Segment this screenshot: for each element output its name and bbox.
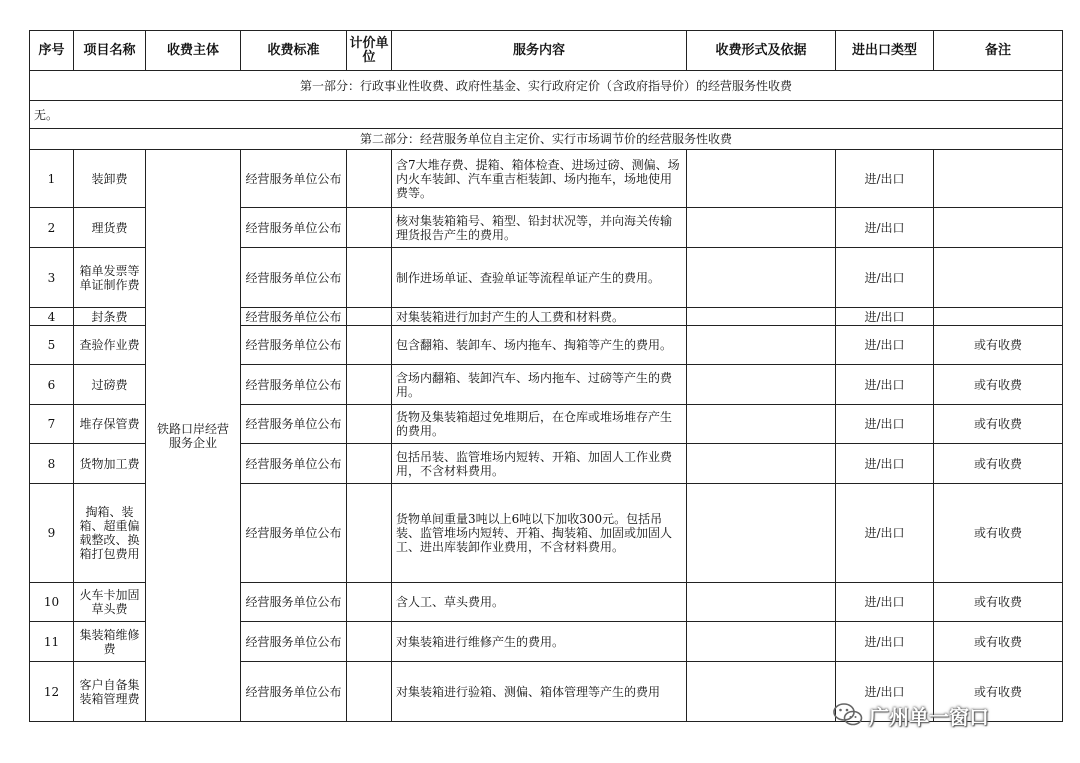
- header-standard: 收费标准: [241, 31, 347, 71]
- section1-note: 无。: [30, 101, 1063, 129]
- row-content: 货物单间重量3吨以上6吨以下加收300元。包括吊装、监管堆场内短转、开箱、掏装箱、加固或加固人工、进出库装卸作业费用，不含材料费用。: [392, 484, 687, 583]
- row-type: 进/出口: [836, 622, 934, 662]
- row-no: 4: [30, 308, 74, 326]
- row-content: 含7大堆存费、提箱、箱体检查、进场过磅、测偏、场内火车装卸、汽车重吉柜装卸、场内拖车，场地使用费等。: [392, 150, 687, 208]
- row-type: 进/出口: [836, 405, 934, 444]
- row-standard: 经营服务单位公布: [241, 208, 347, 248]
- row-name: 装卸费: [74, 150, 146, 208]
- row-name: 过磅费: [74, 365, 146, 405]
- row-unit: [347, 308, 392, 326]
- row-no: 7: [30, 405, 74, 444]
- watermark-text: 广州单一窗口: [869, 704, 989, 729]
- row-unit: [347, 405, 392, 444]
- row-basis: [687, 622, 836, 662]
- row-unit: [347, 208, 392, 248]
- row-remark: 或有收费: [934, 326, 1063, 365]
- row-content: 含场内翻箱、装卸汽车、场内拖车、过磅等产生的费用。: [392, 365, 687, 405]
- row-remark: [934, 308, 1063, 326]
- row-basis: [687, 150, 836, 208]
- row-no: 8: [30, 444, 74, 484]
- header-unit: 计价单位: [347, 31, 392, 71]
- row-unit: [347, 248, 392, 308]
- row-basis: [687, 308, 836, 326]
- row-content: 包含翻箱、装卸车、场内拖车、掏箱等产生的费用。: [392, 326, 687, 365]
- row-remark: 或有收费: [934, 405, 1063, 444]
- row-unit: [347, 662, 392, 722]
- row-remark: [934, 208, 1063, 248]
- row-basis: [687, 365, 836, 405]
- row-standard: 经营服务单位公布: [241, 583, 347, 622]
- row-type: 进/出口: [836, 662, 934, 722]
- row-content: 制作进场单证、查验单证等流程单证产生的费用。: [392, 248, 687, 308]
- row-no: 11: [30, 622, 74, 662]
- header-collector: 收费主体: [146, 31, 241, 71]
- row-name: 堆存保管费: [74, 405, 146, 444]
- row-type: 进/出口: [836, 444, 934, 484]
- row-standard: 经营服务单位公布: [241, 662, 347, 722]
- row-standard: 经营服务单位公布: [241, 248, 347, 308]
- row-remark: [934, 248, 1063, 308]
- row-standard: 经营服务单位公布: [241, 444, 347, 484]
- row-no: 12: [30, 662, 74, 722]
- row-content: 对集装箱进行验箱、测偏、箱体管理等产生的费用: [392, 662, 687, 722]
- row-remark: 或有收费: [934, 583, 1063, 622]
- section2-title: 第二部分：经营服务单位自主定价、实行市场调节价的经营服务性收费: [30, 129, 1063, 150]
- row-name: 理货费: [74, 208, 146, 248]
- row-type: 进/出口: [836, 326, 934, 365]
- row-basis: [687, 583, 836, 622]
- watermark: [833, 700, 989, 730]
- row-name: 集装箱维修费: [74, 622, 146, 662]
- wechat-icon: [833, 702, 863, 728]
- header-content: 服务内容: [392, 31, 687, 71]
- row-content: 对集装箱进行维修产生的费用。: [392, 622, 687, 662]
- row-content: 核对集装箱箱号、箱型、铅封状况等，并向海关传输理货报告产生的费用。: [392, 208, 687, 248]
- row-content: 对集装箱进行加封产生的人工费和材料费。: [392, 308, 687, 326]
- header-row: [30, 31, 1063, 71]
- header-type: 进出口类型: [836, 31, 934, 71]
- row-type: 进/出口: [836, 150, 934, 208]
- row-standard: 经营服务单位公布: [241, 622, 347, 662]
- row-basis: [687, 405, 836, 444]
- row-no: 5: [30, 326, 74, 365]
- row-unit: [347, 365, 392, 405]
- row-type: 进/出口: [836, 484, 934, 583]
- row-no: 3: [30, 248, 74, 308]
- row-unit: [347, 150, 392, 208]
- header-no: 序号: [30, 31, 74, 71]
- row-content: 包括吊装、监管堆场内短转、开箱、加固人工作业费用，不含材料费用。: [392, 444, 687, 484]
- row-type: 进/出口: [836, 583, 934, 622]
- row-remark: 或有收费: [934, 365, 1063, 405]
- row-basis: [687, 484, 836, 583]
- row-content: 含人工、草头费用。: [392, 583, 687, 622]
- row-no: 1: [30, 150, 74, 208]
- row-unit: [347, 622, 392, 662]
- row-unit: [347, 484, 392, 583]
- row-type: 进/出口: [836, 308, 934, 326]
- section2-row: [30, 129, 1063, 150]
- row-unit: [347, 583, 392, 622]
- row-no: 6: [30, 365, 74, 405]
- row-basis: [687, 248, 836, 308]
- row-name: 封条费: [74, 308, 146, 326]
- row-standard: 经营服务单位公布: [241, 308, 347, 326]
- collector-cell: [146, 150, 241, 722]
- header-name: 项目名称: [74, 31, 146, 71]
- row-unit: [347, 444, 392, 484]
- row-remark: 或有收费: [934, 622, 1063, 662]
- row-remark: 或有收费: [934, 484, 1063, 583]
- row-name: 箱单发票等单证制作费: [74, 248, 146, 308]
- row-no: 2: [30, 208, 74, 248]
- row-standard: 经营服务单位公布: [241, 365, 347, 405]
- row-no: 9: [30, 484, 74, 583]
- header-basis: 收费形式及依据: [687, 31, 836, 71]
- row-remark: 或有收费: [934, 662, 1063, 722]
- row-standard: 经营服务单位公布: [241, 150, 347, 208]
- row-basis: [687, 208, 836, 248]
- row-name: 客户自备集装箱管理费: [74, 662, 146, 722]
- fee-table: [29, 30, 1063, 722]
- row-type: 进/出口: [836, 248, 934, 308]
- section1-row: [30, 71, 1063, 101]
- row-no: 10: [30, 583, 74, 622]
- table-row: [30, 150, 1063, 208]
- row-remark: 或有收费: [934, 444, 1063, 484]
- row-unit: [347, 326, 392, 365]
- row-name: 查验作业费: [74, 326, 146, 365]
- row-content: 货物及集装箱超过免堆期后，在仓库或堆场堆存产生的费用。: [392, 405, 687, 444]
- row-type: 进/出口: [836, 208, 934, 248]
- row-type: 进/出口: [836, 365, 934, 405]
- row-remark: [934, 150, 1063, 208]
- row-standard: 经营服务单位公布: [241, 405, 347, 444]
- row-name: 货物加工费: [74, 444, 146, 484]
- header-remark: 备注: [934, 31, 1063, 71]
- row-name: 掏箱、装箱、超重偏载整改、换箱打包费用: [74, 484, 146, 583]
- section1-title: 第一部分：行政事业性收费、政府性基金、实行政府定价（含政府指导价）的经营服务性收费: [30, 71, 1063, 101]
- row-basis: [687, 326, 836, 365]
- row-name: 火车卡加固草头费: [74, 583, 146, 622]
- collector-text: 铁路口岸经营服务企业: [156, 421, 229, 450]
- section1-note-row: [30, 101, 1063, 129]
- row-standard: 经营服务单位公布: [241, 484, 347, 583]
- row-standard: 经营服务单位公布: [241, 326, 347, 365]
- row-basis: [687, 444, 836, 484]
- row-basis: [687, 662, 836, 722]
